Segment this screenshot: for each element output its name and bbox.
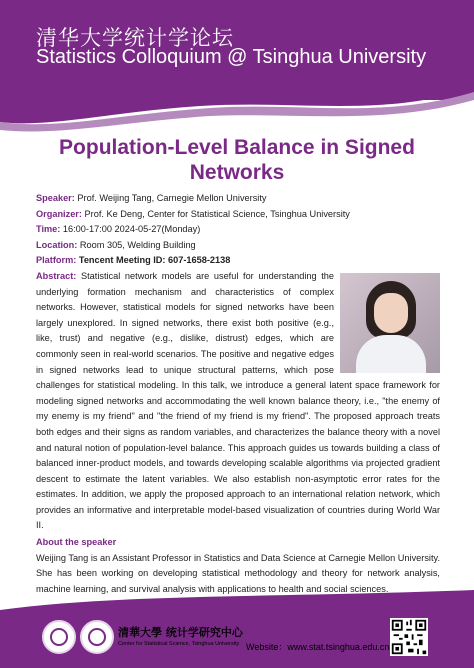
speaker-value: Prof. Weijing Tang, Carnegie Mellon University [77, 193, 267, 203]
organizer-label: Organizer: [36, 208, 82, 219]
organizer-value: Prof. Ke Deng, Center for Statistical Science, Tsinghua University [84, 208, 350, 219]
center-name-en: Center for Statistical Science, Tsinghua University [118, 641, 240, 647]
talk-details [36, 191, 440, 597]
header-wave-decoration [0, 78, 474, 138]
time-row [36, 222, 440, 238]
about-heading: About the speaker [36, 537, 117, 548]
talk-title: Population-Level Balance in Signed Networks [59, 136, 415, 184]
platform-value: Tencent Meeting ID: 607-1658-2138 [78, 255, 231, 266]
organizer-row [36, 207, 440, 223]
location-label: Location: [36, 239, 78, 250]
time-value: 16:00-17:00 2024-05-27(Monday) [62, 224, 201, 235]
website-link[interactable]: Website：www.stat.tsinghua.edu.cn [246, 642, 390, 652]
speaker-label: Speaker: [36, 193, 75, 203]
platform-row [36, 253, 440, 269]
colloquium-title-cn: 清华大学统计学论坛 [36, 26, 234, 50]
colloquium-title-en: Statistics Colloquium @ Tsinghua University [36, 46, 427, 68]
center-logo-icon [80, 620, 114, 654]
tsinghua-seal-icon [42, 620, 76, 654]
speaker-photo [340, 273, 440, 373]
location-value: Room 305, Welding Building [79, 239, 196, 250]
center-name-cn: 清華大學 统计学研究中心 [118, 626, 243, 639]
abstract-label: Abstract: [36, 270, 77, 281]
time-label: Time: [36, 224, 61, 235]
speaker-row [36, 191, 440, 207]
abstract-block [36, 269, 440, 534]
about-text: Weijing Tang is an Assistant Professor in Statistics and Data Science at Carnegie Mellon University. She has been working on developing statistical methodology and theory for network analysis, machine learning, and survival analysis with applications to health and social sciences. [36, 552, 440, 594]
platform-label: Platform: [36, 255, 77, 266]
abstract-text: Statistical network models are useful for understanding the underlying formation mechanism and characteristics of complex networks. However, statistical models for signed networks have been largely unexplored. In signed networks, there exist both positive (e.g., like, trust) and negative (e.g., dislike, distrust) edges, which are commonly seen in real-world scenarios. The positive and negative edges in signed networks lead to unique structural patterns, which pose challenges for statistical modeling. In this talk, we introduce a general latent space framework for modeling signed networks and accommodating the well known balance theory, i.e., "the enemy of my enemy is my friend" and "the friend of my friend is my friend". The proposed approach treats both edges and their signs as random variables, and characterizes the balance theory with a novel and natural notion of population-level balance. This approach guides us towards building a class of balanced inner-product models, and towards developing scalable algorithms via projected gradient descent to estimate the latent variables. We also establish non-asymptotic error rates for the estimates. In addition, we apply the proposed approach to an international relation network, which provides an informative and interpretable model-based visualization of countries during World War II. [36, 270, 440, 531]
location-row [36, 238, 440, 254]
qr-code-icon[interactable] [390, 618, 428, 656]
